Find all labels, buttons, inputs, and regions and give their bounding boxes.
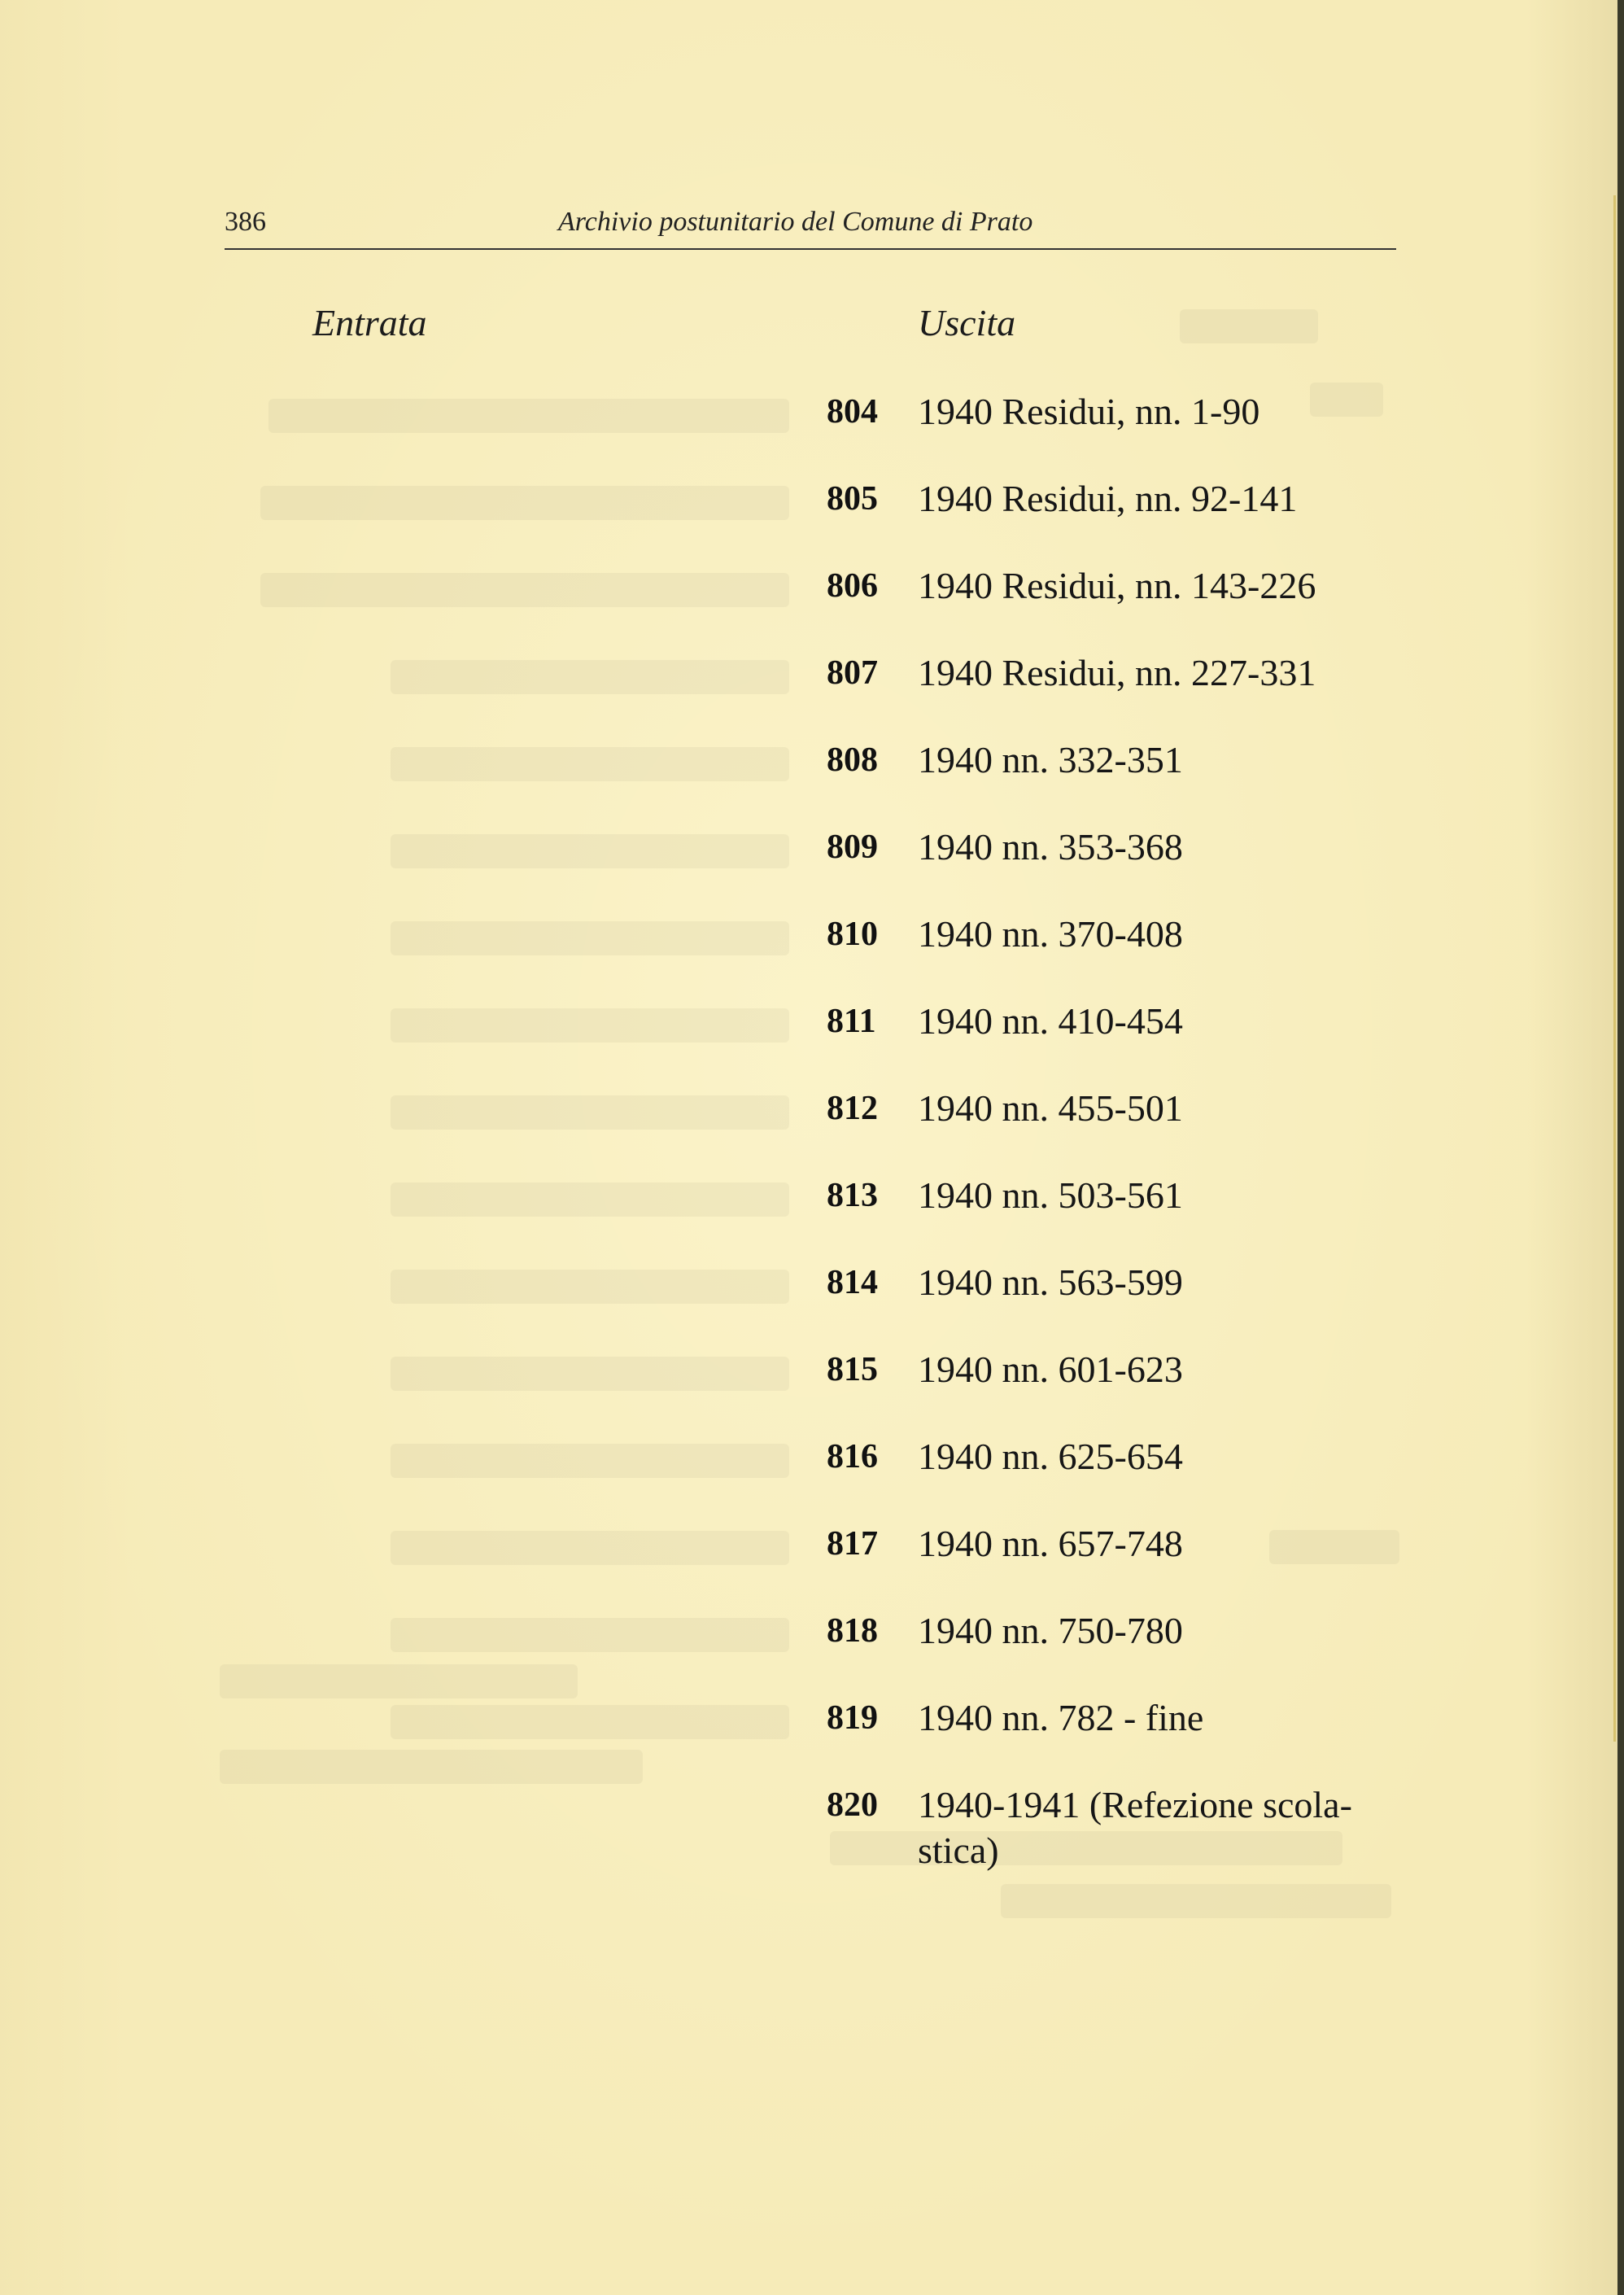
entry-number: 805	[827, 480, 878, 518]
entry-list	[814, 389, 1432, 1869]
list-item	[814, 1695, 1432, 1782]
entry-description: 1940 Residui, nn. 227-331	[918, 652, 1316, 693]
show-through-line	[391, 1095, 789, 1130]
entry-number: 819	[827, 1699, 878, 1737]
running-header	[225, 207, 1396, 247]
binding-edge-line	[1613, 195, 1616, 1742]
entry-description: 1940 nn. 353-368	[918, 826, 1183, 868]
list-item	[814, 1347, 1432, 1434]
show-through-line	[391, 1357, 789, 1391]
entry-description: 1940 nn. 657-748	[918, 1523, 1183, 1564]
entry-number: 818	[827, 1612, 878, 1650]
running-title: Archivio postunitario del Comune di Prato	[558, 207, 1033, 237]
entry-number: 820	[827, 1786, 878, 1824]
page-number: 386	[225, 207, 266, 237]
show-through-line	[1180, 309, 1318, 343]
show-through-line	[391, 1444, 789, 1478]
list-item	[814, 476, 1432, 563]
entry-description: 1940 Residui, nn. 143-226	[918, 565, 1316, 606]
entry-description: 1940 nn. 601-623	[918, 1349, 1183, 1390]
entry-number: 809	[827, 828, 878, 866]
entry-number: 815	[827, 1351, 878, 1388]
entry-number: 814	[827, 1264, 878, 1301]
entry-number: 816	[827, 1438, 878, 1475]
header-rule	[225, 248, 1396, 250]
show-through-line	[260, 573, 789, 607]
column-heading-entrata: Entrata	[312, 302, 427, 343]
page-edge	[1617, 0, 1624, 2295]
list-item	[814, 999, 1432, 1086]
entry-number: 812	[827, 1090, 878, 1127]
entry-description: 1940 Residui, nn. 1-90	[918, 391, 1260, 432]
show-through-line	[260, 486, 789, 520]
list-item	[814, 824, 1432, 911]
list-item	[814, 1608, 1432, 1695]
entry-description: 1940-1941 (Refezione scola-stica)	[918, 1784, 1352, 1871]
entry-description: 1940 nn. 503-561	[918, 1174, 1183, 1216]
entry-number: 817	[827, 1525, 878, 1563]
list-item	[814, 737, 1432, 824]
entry-number: 813	[827, 1177, 878, 1214]
show-through-line	[391, 1618, 789, 1652]
show-through-line	[391, 747, 789, 781]
list-item	[814, 1782, 1432, 1869]
show-through-line	[391, 1531, 789, 1565]
entry-number: 807	[827, 654, 878, 692]
entry-number: 804	[827, 393, 878, 431]
list-item	[814, 1173, 1432, 1260]
entry-number: 810	[827, 916, 878, 953]
entry-number: 808	[827, 741, 878, 779]
entry-description: 1940 nn. 370-408	[918, 913, 1183, 955]
entry-description: 1940 nn. 455-501	[918, 1087, 1183, 1129]
show-through-line	[391, 660, 789, 694]
entry-description: 1940 nn. 625-654	[918, 1436, 1183, 1477]
entry-description: 1940 nn. 410-454	[918, 1000, 1183, 1042]
entry-description: 1940 nn. 750-780	[918, 1610, 1183, 1651]
show-through-line	[1001, 1884, 1391, 1918]
show-through-line	[391, 834, 789, 868]
list-item	[814, 563, 1432, 650]
list-item	[814, 1434, 1432, 1521]
show-through-line	[391, 1182, 789, 1217]
show-through-line	[220, 1664, 578, 1698]
column-heading-uscita: Uscita	[918, 302, 1016, 343]
list-item	[814, 1521, 1432, 1608]
list-item	[814, 389, 1432, 476]
show-through-line	[220, 1750, 643, 1784]
list-item	[814, 650, 1432, 737]
entry-description: 1940 nn. 563-599	[918, 1261, 1183, 1303]
show-through-line	[268, 399, 789, 433]
list-item	[814, 1260, 1432, 1347]
show-through-line	[391, 921, 789, 955]
show-through-line	[391, 1008, 789, 1043]
entry-description: 1940 nn. 332-351	[918, 739, 1183, 780]
show-through-line	[391, 1705, 789, 1739]
list-item	[814, 1086, 1432, 1173]
entry-number: 806	[827, 567, 878, 605]
entry-description: 1940 Residui, nn. 92-141	[918, 478, 1298, 519]
show-through-line	[391, 1270, 789, 1304]
entry-description: 1940 nn. 782 - fine	[918, 1697, 1204, 1738]
list-item	[814, 911, 1432, 999]
entry-number: 811	[827, 1003, 876, 1040]
